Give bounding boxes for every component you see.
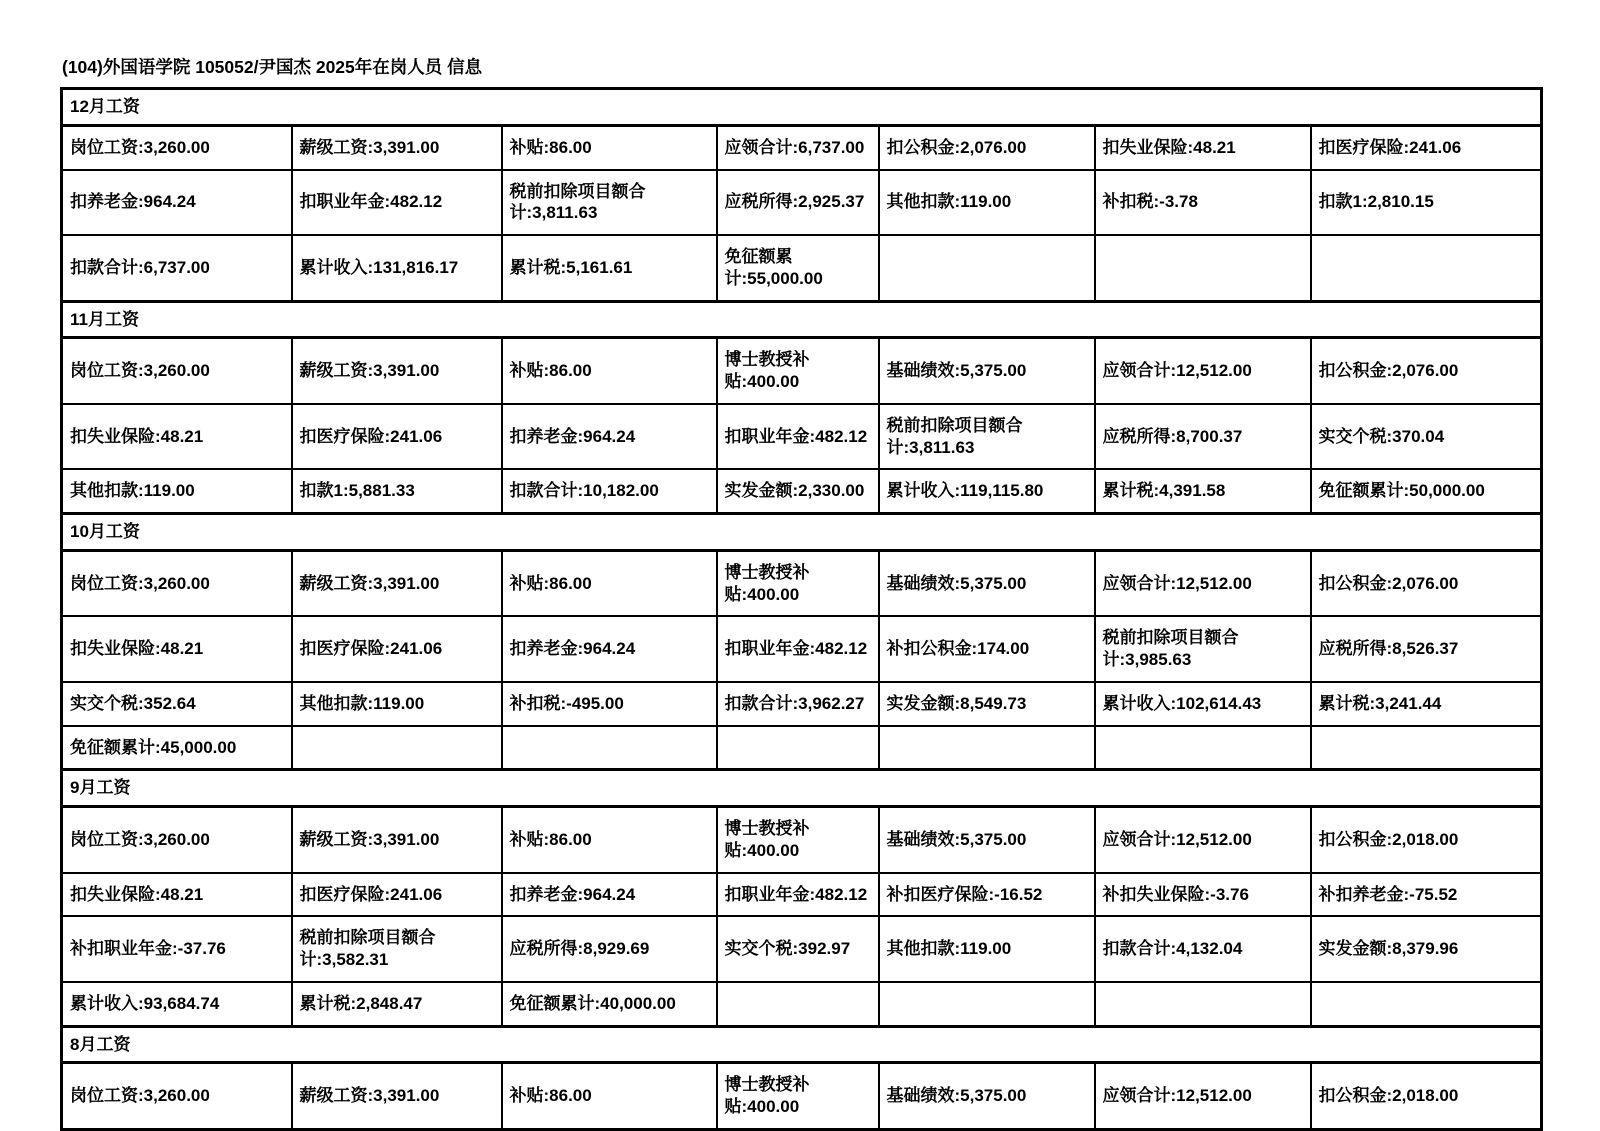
salary-cell <box>1311 726 1542 770</box>
salary-cell: 基础绩效:5,375.00 <box>879 550 1095 616</box>
salary-data-row <box>62 170 1542 236</box>
salary-cell <box>879 726 1095 770</box>
salary-cell: 补扣失业保险:-3.76 <box>1095 873 1311 917</box>
salary-cell: 补扣公积金:174.00 <box>879 616 1095 682</box>
salary-cell: 岗位工资:3,260.00 <box>62 338 292 404</box>
salary-cell: 薪级工资:3,391.00 <box>292 125 502 169</box>
salary-cell: 扣医疗保险:241.06 <box>1311 125 1542 169</box>
salary-cell <box>1311 982 1542 1026</box>
salary-cell: 补贴:86.00 <box>502 807 717 873</box>
salary-cell: 岗位工资:3,260.00 <box>62 125 292 169</box>
salary-cell: 应税所得:8,929.69 <box>502 916 717 982</box>
salary-cell: 实交个税:352.64 <box>62 682 292 726</box>
salary-cell: 应税所得:8,526.37 <box>1311 616 1542 682</box>
salary-cell: 扣失业保险:48.21 <box>1095 125 1311 169</box>
salary-cell: 补扣医疗保险:-16.52 <box>879 873 1095 917</box>
salary-cell: 免征额累计:40,000.00 <box>502 982 717 1026</box>
salary-cell: 实发金额:2,330.00 <box>717 469 879 513</box>
salary-cell: 实交个税:392.97 <box>717 916 879 982</box>
salary-cell <box>717 982 879 1026</box>
salary-data-row <box>62 616 1542 682</box>
salary-cell <box>717 726 879 770</box>
salary-cell: 扣公积金:2,018.00 <box>1311 1063 1542 1130</box>
salary-cell: 应税所得:8,700.37 <box>1095 404 1311 470</box>
salary-cell: 扣款合计:6,737.00 <box>62 235 292 301</box>
salary-cell: 补贴:86.00 <box>502 550 717 616</box>
salary-cell: 扣养老金:964.24 <box>502 616 717 682</box>
salary-cell: 应领合计:12,512.00 <box>1095 338 1311 404</box>
salary-cell: 薪级工资:3,391.00 <box>292 1063 502 1130</box>
salary-cell: 免征额累计:45,000.00 <box>62 726 292 770</box>
month-section-header: 10月工资 <box>62 514 1542 551</box>
salary-cell: 薪级工资:3,391.00 <box>292 338 502 404</box>
salary-cell: 补扣养老金:-75.52 <box>1311 873 1542 917</box>
salary-cell: 扣公积金:2,076.00 <box>1311 338 1542 404</box>
salary-cell: 岗位工资:3,260.00 <box>62 550 292 616</box>
salary-cell: 扣公积金:2,018.00 <box>1311 807 1542 873</box>
salary-cell: 免征额累计:55,000.00 <box>717 235 879 301</box>
salary-cell <box>879 235 1095 301</box>
salary-data-row <box>62 469 1542 513</box>
salary-cell: 扣职业年金:482.12 <box>717 404 879 470</box>
salary-data-row <box>62 235 1542 301</box>
salary-table <box>60 87 1543 1131</box>
salary-cell: 税前扣除项目额合计:3,811.63 <box>502 170 717 236</box>
salary-cell: 累计收入:131,816.17 <box>292 235 502 301</box>
salary-cell: 应税所得:2,925.37 <box>717 170 879 236</box>
salary-cell: 实发金额:8,549.73 <box>879 682 1095 726</box>
salary-cell <box>879 982 1095 1026</box>
salary-cell: 应领合计:12,512.00 <box>1095 807 1311 873</box>
salary-cell: 累计收入:102,614.43 <box>1095 682 1311 726</box>
salary-cell <box>1311 235 1542 301</box>
salary-cell: 应领合计:6,737.00 <box>717 125 879 169</box>
salary-cell: 其他扣款:119.00 <box>292 682 502 726</box>
salary-cell: 扣款合计:10,182.00 <box>502 469 717 513</box>
salary-table-body <box>62 89 1542 1130</box>
salary-cell: 应领合计:12,512.00 <box>1095 1063 1311 1130</box>
month-section-row <box>62 514 1542 551</box>
salary-cell: 扣养老金:964.24 <box>502 404 717 470</box>
month-section-row <box>62 1026 1542 1063</box>
salary-cell: 扣失业保险:48.21 <box>62 616 292 682</box>
salary-cell <box>1095 235 1311 301</box>
month-section-row <box>62 89 1542 126</box>
salary-cell: 累计收入:119,115.80 <box>879 469 1095 513</box>
salary-cell: 税前扣除项目额合计:3,811.63 <box>879 404 1095 470</box>
salary-cell: 基础绩效:5,375.00 <box>879 807 1095 873</box>
salary-cell: 实发金额:8,379.96 <box>1311 916 1542 982</box>
month-section-header: 8月工资 <box>62 1026 1542 1063</box>
salary-cell: 基础绩效:5,375.00 <box>879 1063 1095 1130</box>
salary-cell: 其他扣款:119.00 <box>879 916 1095 982</box>
salary-cell: 扣养老金:964.24 <box>502 873 717 917</box>
salary-data-row <box>62 550 1542 616</box>
salary-cell: 扣医疗保险:241.06 <box>292 873 502 917</box>
salary-cell: 补扣税:-495.00 <box>502 682 717 726</box>
salary-cell: 博士教授补贴:400.00 <box>717 1063 879 1130</box>
salary-data-row <box>62 682 1542 726</box>
salary-cell: 其他扣款:119.00 <box>879 170 1095 236</box>
salary-cell: 扣公积金:2,076.00 <box>879 125 1095 169</box>
salary-cell: 补扣职业年金:-37.76 <box>62 916 292 982</box>
salary-cell: 岗位工资:3,260.00 <box>62 807 292 873</box>
salary-cell <box>502 726 717 770</box>
salary-data-row <box>62 1063 1542 1130</box>
salary-cell: 基础绩效:5,375.00 <box>879 338 1095 404</box>
salary-data-row <box>62 916 1542 982</box>
salary-cell: 累计税:3,241.44 <box>1311 682 1542 726</box>
salary-cell: 累计收入:93,684.74 <box>62 982 292 1026</box>
salary-cell: 博士教授补贴:400.00 <box>717 807 879 873</box>
salary-cell: 其他扣款:119.00 <box>62 469 292 513</box>
salary-cell: 岗位工资:3,260.00 <box>62 1063 292 1130</box>
salary-cell: 扣失业保险:48.21 <box>62 404 292 470</box>
salary-data-row <box>62 982 1542 1026</box>
salary-cell: 税前扣除项目额合计:3,582.31 <box>292 916 502 982</box>
salary-cell: 累计税:4,391.58 <box>1095 469 1311 513</box>
month-section-row <box>62 770 1542 807</box>
salary-cell: 博士教授补贴:400.00 <box>717 550 879 616</box>
salary-cell: 扣医疗保险:241.06 <box>292 404 502 470</box>
salary-data-row <box>62 873 1542 917</box>
salary-cell: 扣养老金:964.24 <box>62 170 292 236</box>
salary-cell: 扣职业年金:482.12 <box>717 873 879 917</box>
salary-data-row <box>62 807 1542 873</box>
salary-cell: 扣款1:5,881.33 <box>292 469 502 513</box>
salary-cell: 扣款合计:4,132.04 <box>1095 916 1311 982</box>
salary-cell: 应领合计:12,512.00 <box>1095 550 1311 616</box>
salary-cell: 累计税:2,848.47 <box>292 982 502 1026</box>
salary-cell: 实交个税:370.04 <box>1311 404 1542 470</box>
month-section-header: 11月工资 <box>62 301 1542 338</box>
salary-cell: 免征额累计:50,000.00 <box>1311 469 1542 513</box>
salary-cell: 税前扣除项目额合计:3,985.63 <box>1095 616 1311 682</box>
salary-cell <box>292 726 502 770</box>
page-title: (104)外国语学院 105052/尹国杰 2025年在岗人员 信息 <box>62 57 483 77</box>
salary-cell: 扣公积金:2,076.00 <box>1311 550 1542 616</box>
month-section-header: 9月工资 <box>62 770 1542 807</box>
salary-data-row <box>62 726 1542 770</box>
salary-cell: 累计税:5,161.61 <box>502 235 717 301</box>
salary-cell: 扣款1:2,810.15 <box>1311 170 1542 236</box>
salary-cell <box>1095 726 1311 770</box>
salary-cell: 补扣税:-3.78 <box>1095 170 1311 236</box>
salary-cell: 博士教授补贴:400.00 <box>717 338 879 404</box>
salary-cell: 补贴:86.00 <box>502 1063 717 1130</box>
month-section-header: 12月工资 <box>62 89 1542 126</box>
salary-cell <box>1095 982 1311 1026</box>
salary-data-row <box>62 404 1542 470</box>
salary-data-row <box>62 125 1542 169</box>
salary-cell: 扣失业保险:48.21 <box>62 873 292 917</box>
salary-cell: 薪级工资:3,391.00 <box>292 807 502 873</box>
salary-cell: 扣职业年金:482.12 <box>292 170 502 236</box>
salary-cell: 扣款合计:3,962.27 <box>717 682 879 726</box>
salary-cell: 薪级工资:3,391.00 <box>292 550 502 616</box>
salary-cell: 扣医疗保险:241.06 <box>292 616 502 682</box>
salary-cell: 补贴:86.00 <box>502 338 717 404</box>
salary-cell: 扣职业年金:482.12 <box>717 616 879 682</box>
month-section-row <box>62 301 1542 338</box>
salary-cell: 补贴:86.00 <box>502 125 717 169</box>
salary-data-row <box>62 338 1542 404</box>
